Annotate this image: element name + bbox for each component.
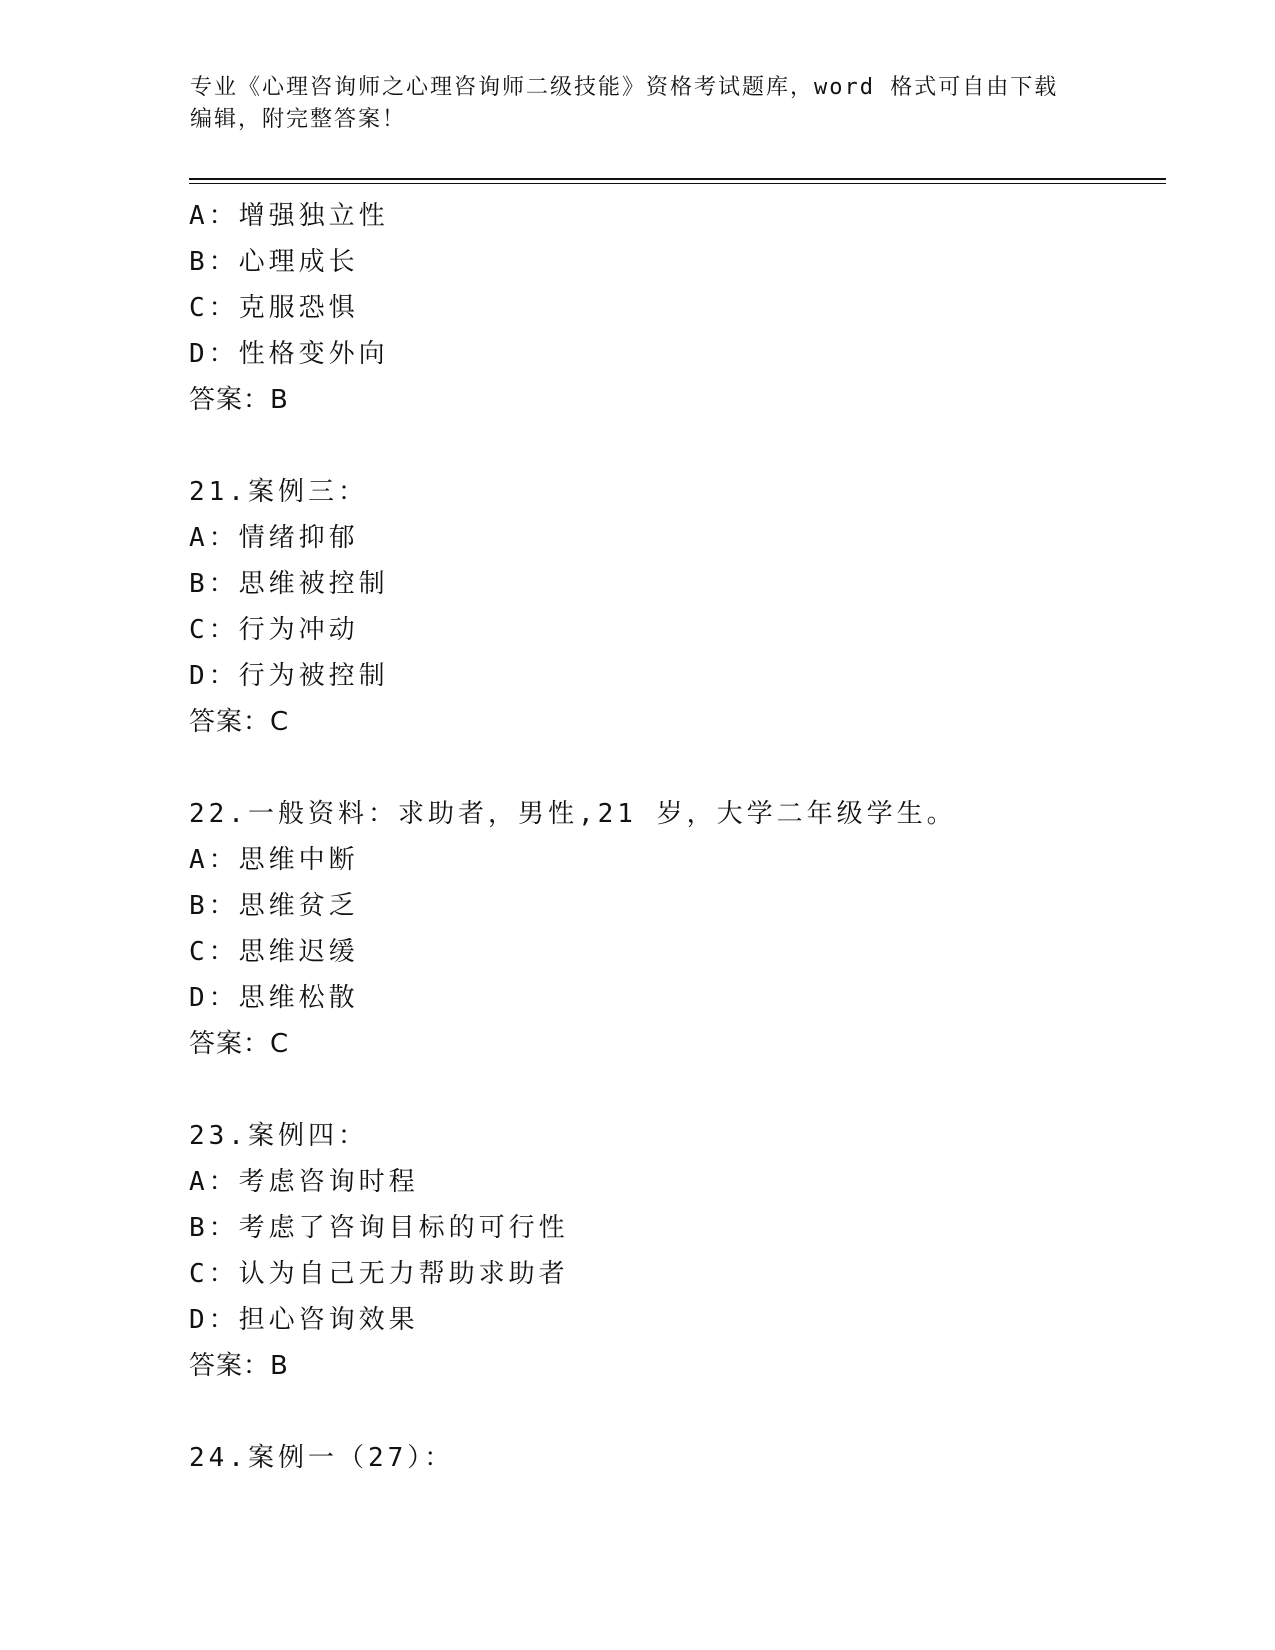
answer-line (189, 1021, 1169, 1067)
header-divider-thin (189, 183, 1166, 184)
option-b: B：考虑了咨询目标的可行性 (189, 1213, 569, 1243)
option-a: A：思维中断 (189, 845, 359, 875)
question-title: 23.案例四： (189, 1121, 368, 1151)
option-d: D：担心咨询效果 (189, 1305, 419, 1335)
answer-label: 答案： (189, 1029, 271, 1059)
option-a: A：情绪抑郁 (189, 523, 359, 553)
answer-line (189, 1343, 1169, 1389)
option-c: C：思维迟缓 (189, 937, 359, 967)
document-header (190, 72, 1090, 136)
option-b: B：思维贫乏 (189, 891, 359, 921)
answer-value: C (270, 1029, 290, 1059)
option-c: C：认为自己无力帮助求助者 (189, 1259, 569, 1289)
header-line-2: 编辑，附完整答案！ (190, 107, 407, 132)
question-list (189, 193, 1169, 1481)
option-d: D：思维松散 (189, 983, 359, 1013)
header-divider-thick (189, 178, 1166, 180)
question-title: 22.一般资料：求助者，男性,21 岁，大学二年级学生。 (189, 799, 957, 829)
option-a: A：考虑咨询时程 (189, 1167, 419, 1197)
option-b: B：心理成长 (189, 247, 359, 277)
option-d: D：行为被控制 (189, 661, 389, 691)
option-d: D：性格变外向 (189, 339, 389, 369)
answer-label: 答案： (189, 1351, 271, 1381)
header-line-1: 专业《心理咨询师之心理咨询师二级技能》资格考试题库，word 格式可自由下载 (190, 75, 1059, 100)
answer-value: B (270, 1351, 289, 1381)
option-c: C：克服恐惧 (189, 293, 359, 323)
answer-label: 答案： (189, 707, 271, 737)
option-b: B：思维被控制 (189, 569, 389, 599)
answer-value: B (270, 385, 289, 415)
question-title: 21.案例三： (189, 477, 368, 507)
answer-line (189, 699, 1169, 745)
option-c: C：行为冲动 (189, 615, 359, 645)
answer-label: 答案： (189, 385, 271, 415)
answer-value: C (270, 707, 290, 737)
answer-line (189, 377, 1169, 423)
question-title: 24.案例一（27）： (189, 1443, 455, 1473)
option-a: A：增强独立性 (189, 201, 389, 231)
